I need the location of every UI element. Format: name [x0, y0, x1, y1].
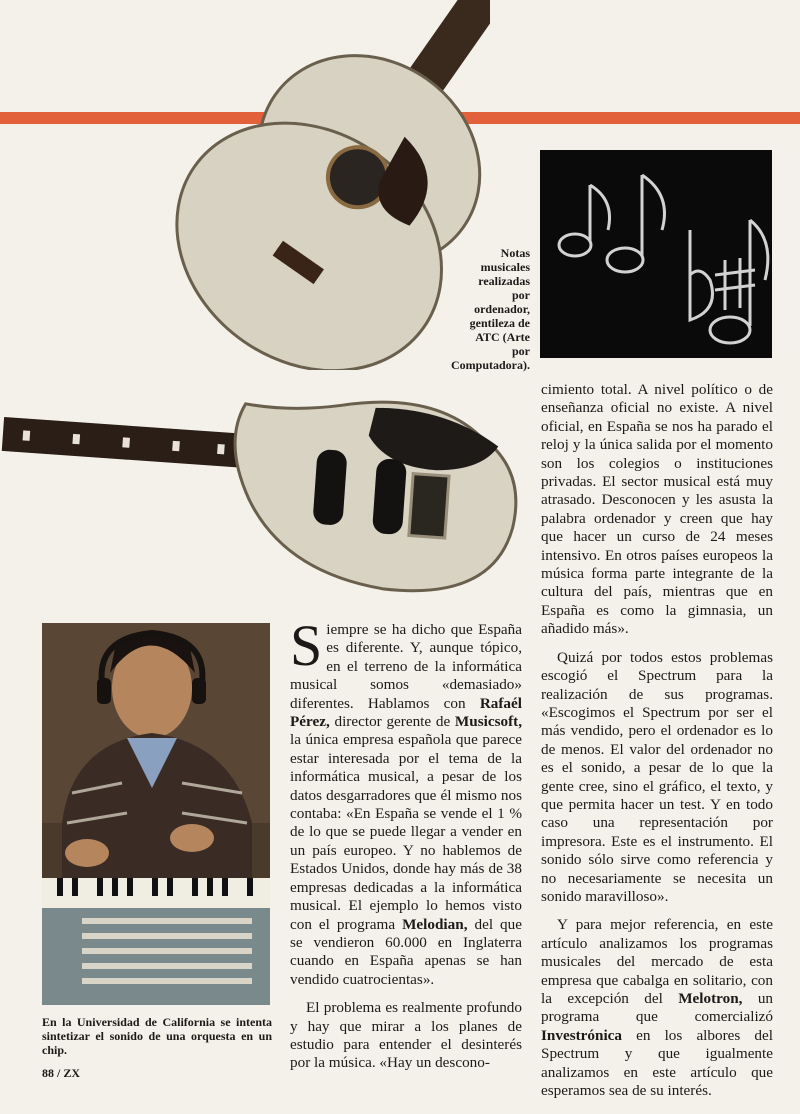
- bold-name: Rafaél Pérez,: [290, 694, 522, 731]
- caption-line: gentileza de: [469, 316, 530, 330]
- caption-line: musicales: [480, 260, 530, 274]
- article-paragraph: [541, 916, 773, 1100]
- caption-line: por: [512, 344, 530, 358]
- text-run: director gerente de: [329, 713, 455, 731]
- text-run: iempre se ha dicho que España es diferente. Y, aunque tópico, en el terreno de la informática musical somos «demasiado» diferentes. Hablamos con: [290, 621, 522, 712]
- acoustic-guitar-photo: [0, 0, 490, 370]
- music-notes-photo: [540, 150, 772, 358]
- page-number: 88 / ZX: [42, 1066, 81, 1080]
- bold-name: Melodian,: [402, 915, 468, 933]
- musician-keyboard-photo: [42, 623, 270, 1005]
- notes-caption: [430, 246, 530, 372]
- article-paragraph: cimiento total. A nivel político o de enseñanza oficial no existe. A nivel oficial, en España se nos ha parado el reloj y la única salida por el momento son los colegios o instituciones privadas. El sector musical está muy atrasado. Desconocen y les asusta la palabra ordenador y creen que hay que hacer un curso de 24 meses intensivo. En otros países europeos la música forma parte integrante de la cultura del país, mientras que en España es como la gimnasia, un añadido más».: [541, 381, 773, 638]
- caption-line: ATC (Arte: [475, 330, 530, 344]
- article-paragraph: Quizá por todos estos problemas escogió el Spectrum para la realización de sus programas. «Escogimos el Spectrum por ser el más vendido, pero el ordenador es lo de menos. El valor del ordenador no es el sonido, a pesar de lo que la gente cree, sino el gráfico, el texto, y que permita hacer un test. Y en todo caso una representación por impresora. Este es el instrumento. El sonido sólo sirve como referencia y no necesariamente se necesita un sonido maravilloso».: [541, 648, 773, 905]
- bold-name: Investrónica: [541, 1026, 622, 1044]
- bold-name: Musicsoft,: [454, 713, 522, 731]
- caption-line: Notas: [500, 246, 530, 260]
- caption-line: realizadas: [478, 274, 530, 288]
- text-run: del que se vendieron 60.000 en Inglaterra cuando en España apenas se han vendido cuatrocientas».: [290, 915, 522, 988]
- caption-line: Computadora).: [450, 358, 530, 372]
- bold-name: Melotron,: [678, 990, 743, 1007]
- electric-guitar-photo: [0, 385, 525, 600]
- text-run: un programa que comercializó: [541, 990, 774, 1026]
- article-column-middle: [290, 613, 522, 1083]
- caption-line: por: [512, 288, 530, 302]
- text-run: la única empresa española que parece estar interesada por el tema de la informática musical, a pesar de los datos desgarradores que él mismo nos contaba: «En España se vende el 1 % de lo que se puede llegar a vender en un país europeo. Y no hablemos de Estados Unidos, donde hay más de 38 empresas dedicadas a la informática musical. El ejemplo lo hemos visto con el programa: [290, 731, 522, 933]
- article-paragraph: El problema es realmente profundo y hay que mirar a los planes de estudio para entender el desinterés por la música. «Hay un descono-: [290, 999, 522, 1072]
- article-paragraph: [290, 613, 522, 989]
- drop-cap: S: [290, 613, 323, 678]
- text-run: en los albores del Spectrum y que igualmente analizamos en este artículo que esperamos sea de su interés.: [541, 1026, 773, 1100]
- article-column-right: [541, 381, 773, 1110]
- text-run: Y para mejor referencia, en este artículo analizamos los programas musicales del mercado de esta empresa que cabalga en solitario, con la excepción del: [541, 916, 773, 1007]
- caption-line: ordenador,: [474, 302, 530, 316]
- university-caption: En la Universidad de California se intenta sintetizar el sonido de una orquesta en un chip.: [42, 1015, 272, 1057]
